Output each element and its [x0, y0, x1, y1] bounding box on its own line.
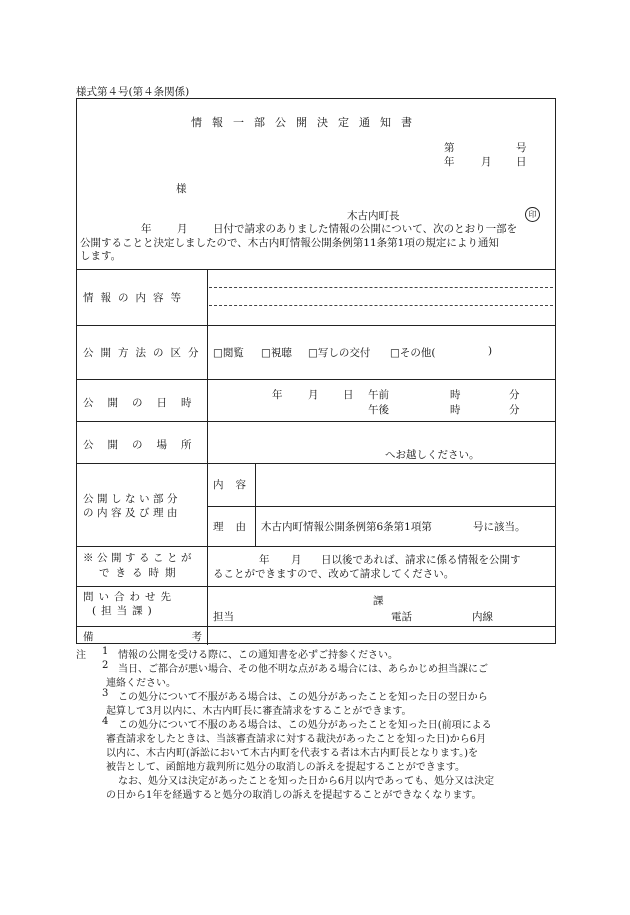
doc-no-prefix: 第: [444, 142, 455, 154]
note-4-line-2: 審査請求をしたときは、当該審査請求に対する裁決があったことを知った日)から6月: [106, 734, 487, 745]
note-1-text: 情報の公開を受ける際に、この通知書を必ずご持参ください。: [118, 650, 398, 661]
when-year: 年: [259, 554, 270, 566]
contact-section: 課: [373, 595, 384, 607]
contact-staff: 担当: [213, 611, 234, 623]
option-other[interactable]: □その他(: [390, 347, 436, 359]
date-minute-am: 分: [509, 389, 520, 401]
label-place: 公開の場所: [83, 439, 206, 451]
label-remarks: 備考: [83, 631, 300, 643]
note-2-line-1: 当日、ご都合が悪い場合、その他不明な点がある場合には、あらかじめ担当課にご: [118, 664, 488, 675]
when-month: 月: [291, 554, 302, 566]
label-contact-1: 問い合わせ先: [83, 591, 176, 603]
note-2-line-2: 連絡ください。: [106, 678, 176, 689]
contact-phone: 電話: [391, 611, 412, 623]
contact-ext: 内線: [472, 611, 493, 623]
reason-text-1: 木古内町情報公開条例第6条第1項第: [261, 521, 432, 533]
reason-label: 理由: [213, 521, 258, 533]
option-listen[interactable]: □視聴: [261, 347, 292, 359]
intro-year: 年: [141, 223, 152, 235]
doc-no-suffix: 号: [516, 142, 527, 154]
note-3-number: 3: [102, 688, 109, 699]
issuer-name: 木古内町長: [347, 210, 400, 222]
intro-month: 月: [177, 223, 188, 235]
document-title: 情報一部公開決定通知書: [191, 116, 422, 129]
intro-line-2: 公開することと決定しましたので、木古内町情報公開条例第11条第1項の規定により通知: [80, 237, 499, 249]
content-label: 内容: [213, 479, 258, 491]
note-3-line-2: 起算して3月以内に、木古内町長に審査請求をすることができます。: [106, 706, 412, 717]
date-minute-pm: 分: [509, 404, 520, 416]
note-1-number: 1: [102, 646, 109, 657]
label-date: 公開の日時: [83, 397, 206, 409]
label-when-1: ※公開することが: [83, 552, 195, 564]
option-view[interactable]: □閲覧: [213, 347, 244, 359]
label-undisclosed-2: の内容及び理由: [83, 507, 181, 519]
intro-line-1: 日付で請求のありました情報の公開について、次のとおり一部を: [213, 223, 518, 235]
note-4-line-6: の日から1年を経過すると処分の取消しの訴えを提起することができなくなります。: [106, 790, 482, 801]
label-method: 公開方法の区分: [83, 347, 206, 359]
date-day: 日: [343, 389, 354, 401]
note-2-number: 2: [102, 660, 109, 671]
when-text-1: 日以後であれば、請求に係る情報を公開す: [321, 554, 521, 566]
addressee-honorific: 様: [176, 183, 187, 195]
note-4-line-5: なお、処分又は決定があったことを知った日から6月以内であっても、処分又は決定: [118, 776, 495, 787]
note-4-number: 4: [102, 716, 109, 727]
note-4-line-1: この処分について不服のある場合は、この処分があったことを知った日(前項による: [118, 720, 492, 731]
date-year: 年: [272, 389, 283, 401]
intro-line-3: します。: [80, 250, 122, 262]
reason-text-2: 号に該当。: [473, 521, 526, 533]
place-text: へお越しください。: [385, 449, 480, 461]
notes-heading: 注: [76, 650, 86, 661]
option-copy[interactable]: □写しの交付: [308, 347, 371, 359]
date-month: 月: [308, 389, 319, 401]
date-hour-pm: 時: [450, 404, 461, 416]
option-other-close: ): [488, 345, 493, 357]
note-3-line-1: この処分について不服がある場合は、この処分があったことを知った日の翌日から: [118, 692, 488, 703]
note-4-line-4: 被告として、函館地方裁判所に処分の取消しの訴えを提起することができます。: [106, 762, 465, 773]
seal-mark: 印: [525, 207, 540, 222]
date-pm: 午後: [368, 404, 389, 416]
notice-form: [76, 98, 556, 644]
header-month: 月: [481, 156, 492, 168]
header-day: 日: [516, 156, 527, 168]
header-year: 年: [444, 156, 455, 168]
note-4-line-3: 以内に、木古内町(訴訟において木古内町を代表する者は木古内町長となります。)を: [106, 748, 479, 759]
form-code: 様式第４号(第４条関係): [76, 86, 190, 98]
date-hour-am: 時: [450, 389, 461, 401]
label-contact-2: (担当課): [92, 605, 157, 617]
date-am: 午前: [368, 389, 389, 401]
when-text-2: ることができますので、改めて請求してください。: [213, 568, 455, 580]
label-info-content: 情報の内容等: [83, 292, 188, 304]
label-when-2: できる時期: [99, 567, 182, 579]
label-undisclosed-1: 公開しない部分: [83, 493, 181, 505]
